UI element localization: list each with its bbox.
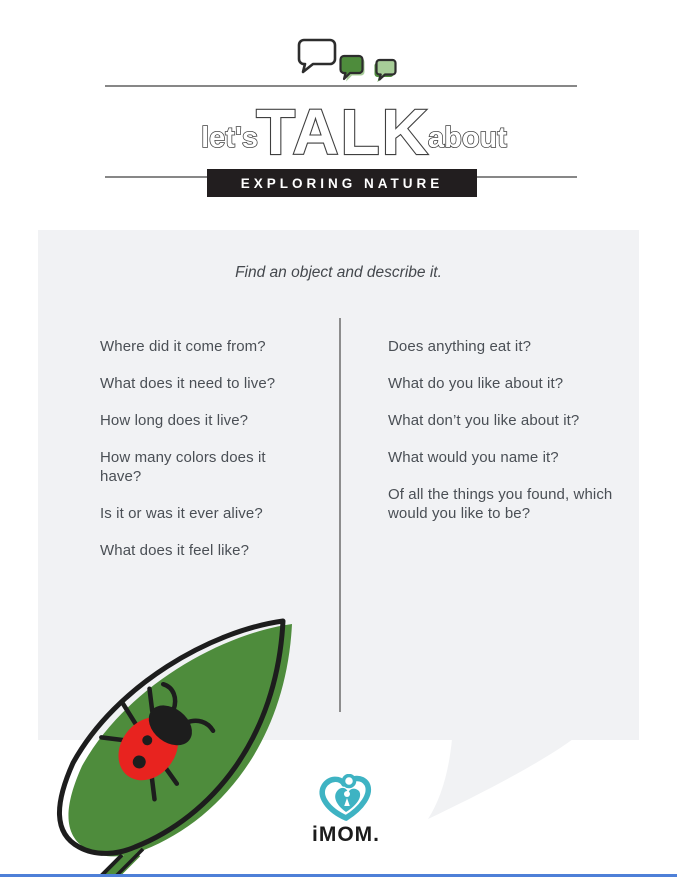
column-divider-line [339, 318, 341, 712]
questions-column-right [388, 337, 623, 541]
speech-bubbles-graphic [294, 36, 404, 86]
title-lets: let's [201, 122, 258, 154]
speech-bubble-dark-green-icon [341, 56, 365, 82]
panel-speech-tail [420, 739, 580, 823]
topic-banner [207, 169, 477, 197]
question-item: Does anything eat it? [388, 338, 532, 355]
question-item: Is it or was it ever alive? [100, 505, 263, 522]
question-item: What don’t you like about it? [388, 412, 580, 429]
speech-bubble-light-green-icon [375, 60, 396, 82]
instruction-text: Find an object and describe it. [235, 264, 442, 281]
imom-logo-text: iMOM. [312, 823, 380, 846]
speech-bubble-outline-icon [299, 40, 335, 72]
question-item: How long does it live? [100, 412, 249, 429]
question-item: What does it need to live? [100, 375, 276, 392]
question-item: How many colors does it have? [100, 449, 266, 485]
leaf-ladybug-illustration [30, 616, 310, 877]
topic-banner-label: EXPLORING NATURE [240, 175, 444, 191]
question-item: Where did it come from? [100, 338, 266, 355]
page-title [108, 88, 568, 166]
question-item: What does it feel like? [100, 542, 250, 559]
question-item: Of all the things you found, which would you like to be? [388, 486, 613, 522]
imom-logo [296, 774, 396, 847]
question-item: What do you like about it? [388, 375, 564, 392]
header-top-rule [105, 85, 577, 87]
question-item: What would you name it? [388, 449, 559, 466]
questions-column-left [100, 337, 310, 578]
title-about: about [428, 122, 507, 154]
imom-logo-icon [316, 774, 376, 822]
title-talk: TALK [256, 96, 430, 166]
